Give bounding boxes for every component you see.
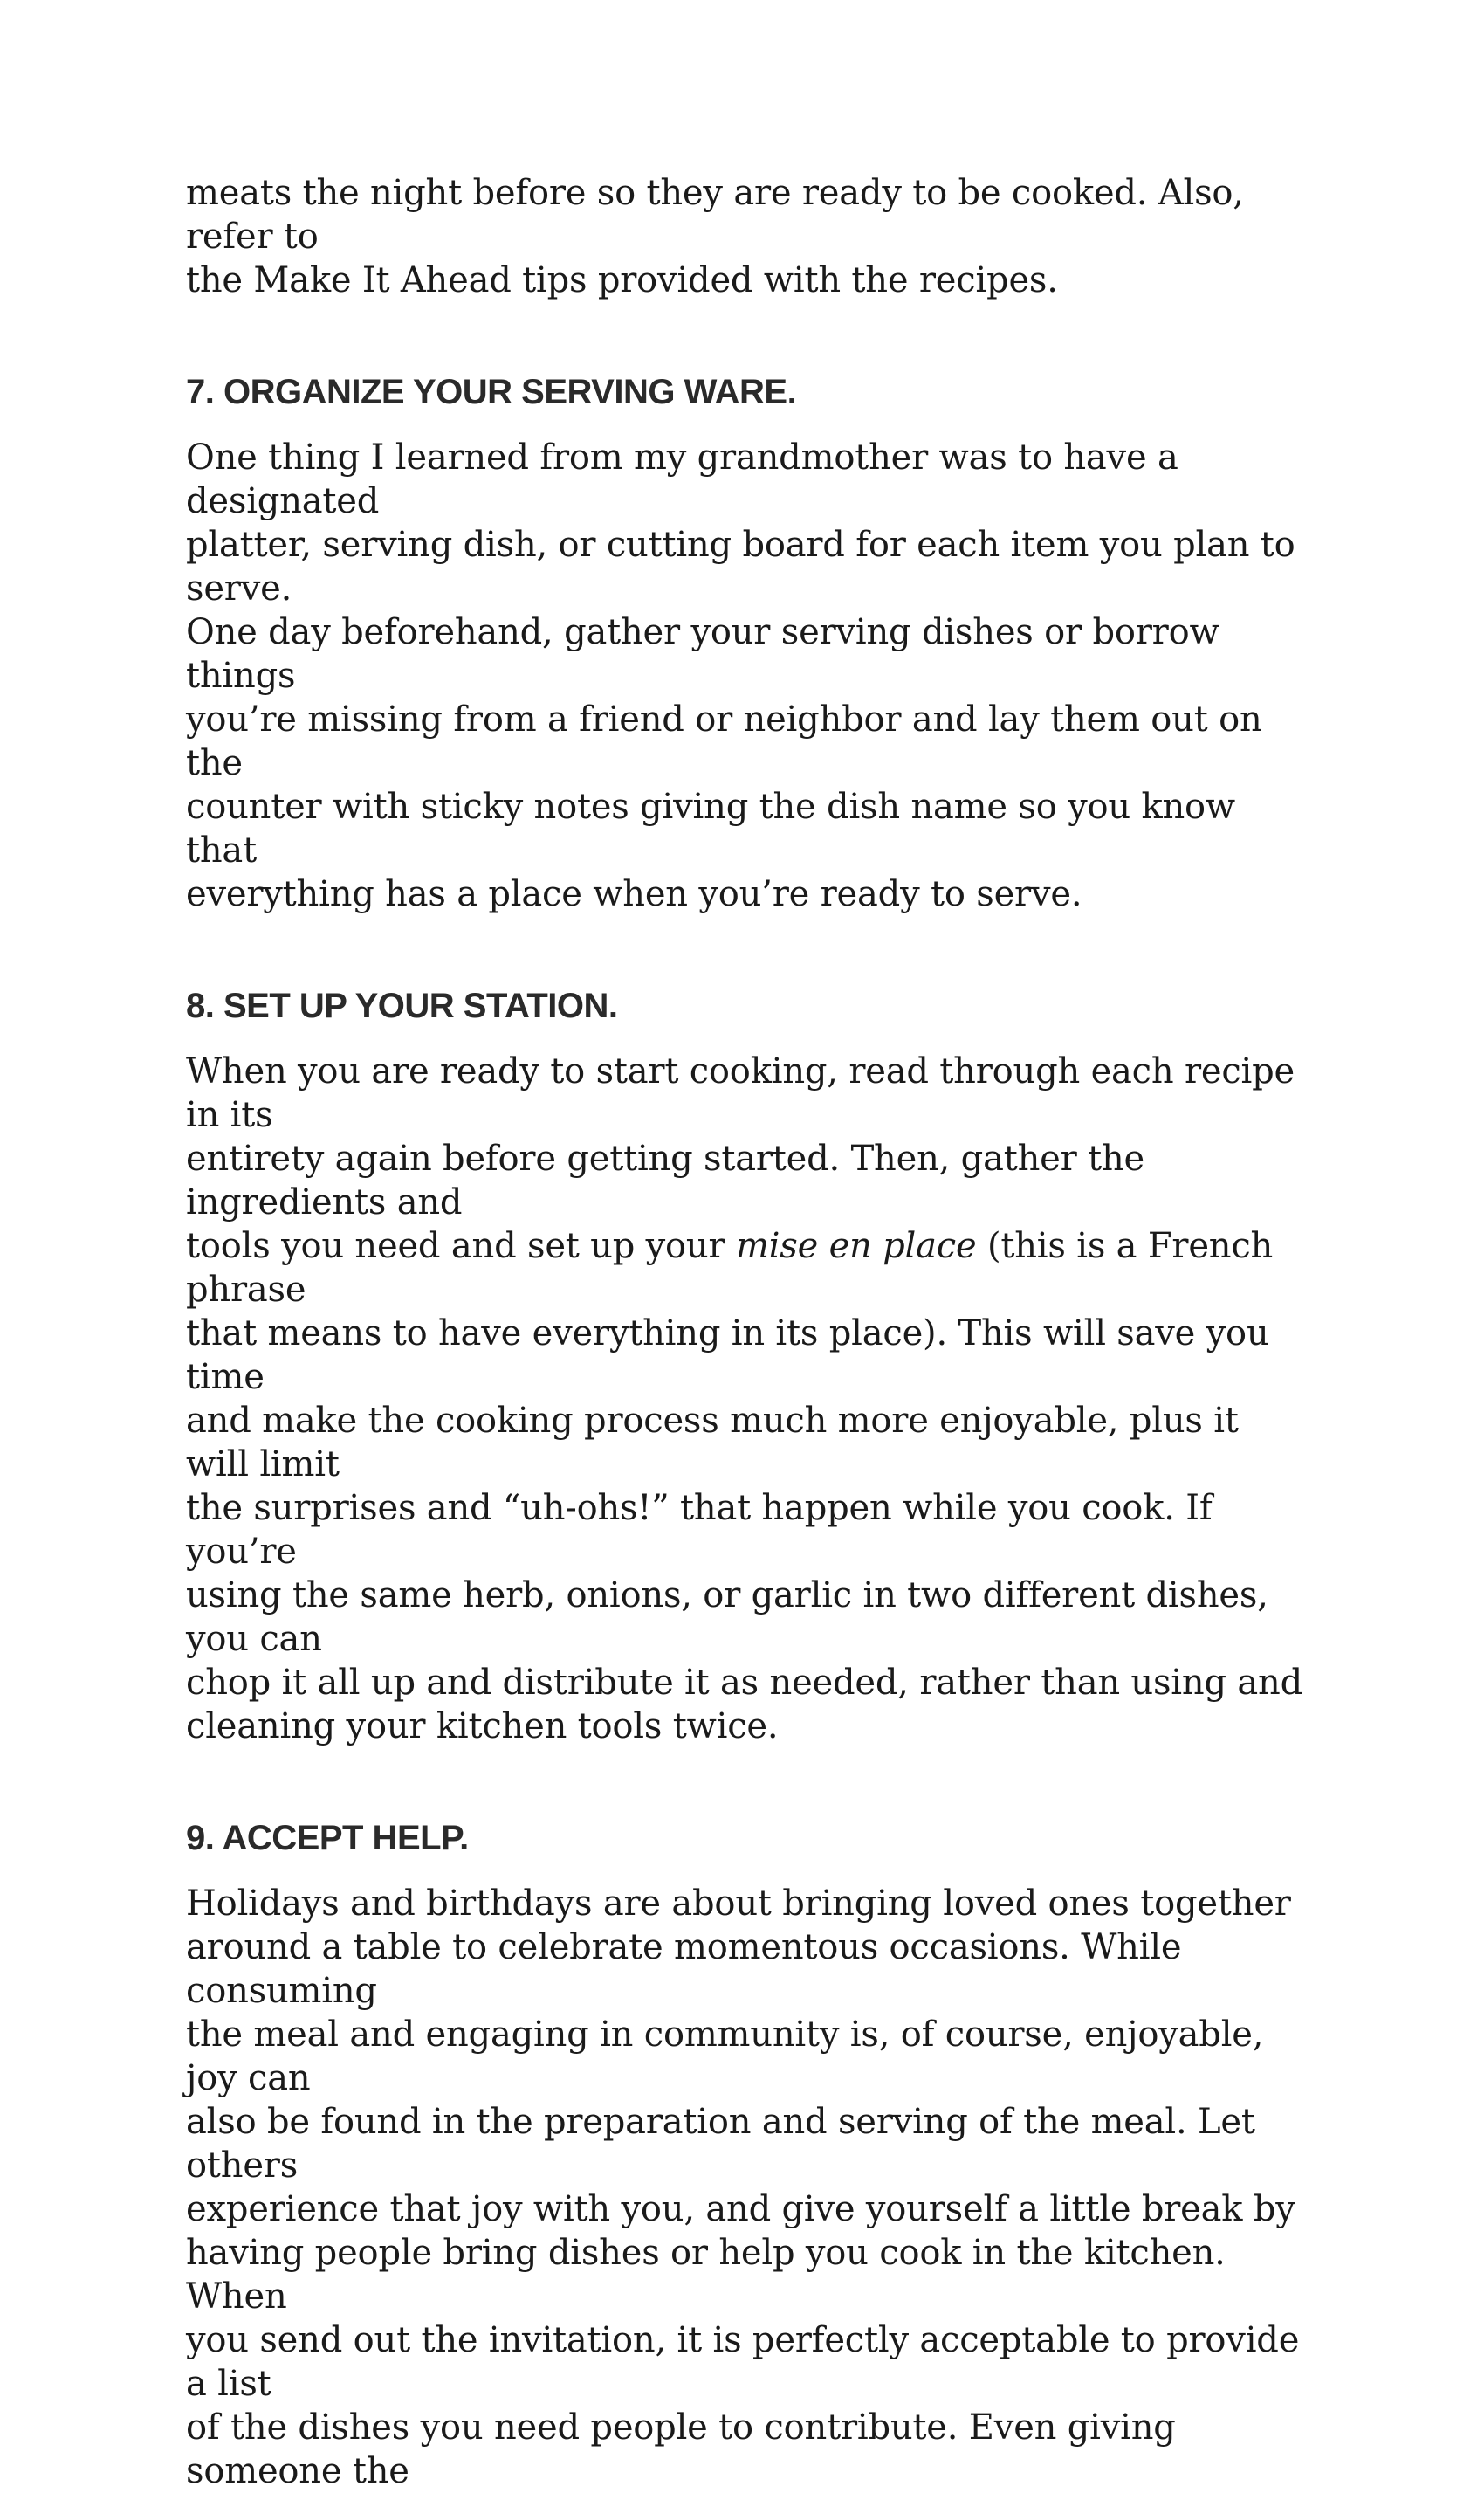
section-9-heading: 9. ACCEPT HELP.: [186, 1819, 469, 1857]
page-content: [186, 171, 1312, 2493]
section-8-heading: 8. SET UP YOUR STATION.: [186, 987, 618, 1025]
section-8-body-end: (this is a French phrase that means to have everything in its place). This will save you time and make the cooking process much more enjoyable, plus it will limit the surprises and “uh-ohs!” that happen while you cook. If you’re using the same herb, onions, or garlic in two different dishes, you can chop it all up and distribute it as needed, rather than using and cleaning your kitchen tools twice.: [186, 1226, 1302, 1746]
intro-paragraph: meats the night before so they are ready to be cooked. Also, refer to the Make It Ahead tips provided with the recipes.: [186, 173, 1244, 300]
section-7-heading: 7. ORGANIZE YOUR SERVING WARE.: [186, 373, 797, 411]
section-8-italic-phrase: mise en place: [735, 1226, 977, 1266]
section-7-body: One thing I learned from my grandmother was to have a designated platter, serving dish, or cutting board for each item you plan to serve. One day beforehand, gather your serving dishes or borrow things you’re missing from a friend or neighbor and lay them out on the counter with sticky notes giving the dish name so you know that everything has a place when you’re ready to serve.: [186, 437, 1295, 914]
section-8-body: [186, 1050, 1312, 1748]
section-8-body-start: When you are ready to start cooking, read through each recipe in its entirety again before getting started. Then, gather the ingredients and tools you need and set up your: [186, 1051, 1295, 1266]
section-9-body: Holidays and birthdays are about bringing loved ones together around a table to celebrate momentous occasions. While consuming the meal and engaging in community is, of course, enjoyable, joy can also be found in the preparation and serving of the meal. Let others experience that joy with you, and give yourself a little break by having people bring dishes or help you cook in the kitchen. When you send out the invitation, it is perfectly acceptable to provide a list of the dishes you need people to contribute. Even giving someone the: [186, 1884, 1300, 2491]
